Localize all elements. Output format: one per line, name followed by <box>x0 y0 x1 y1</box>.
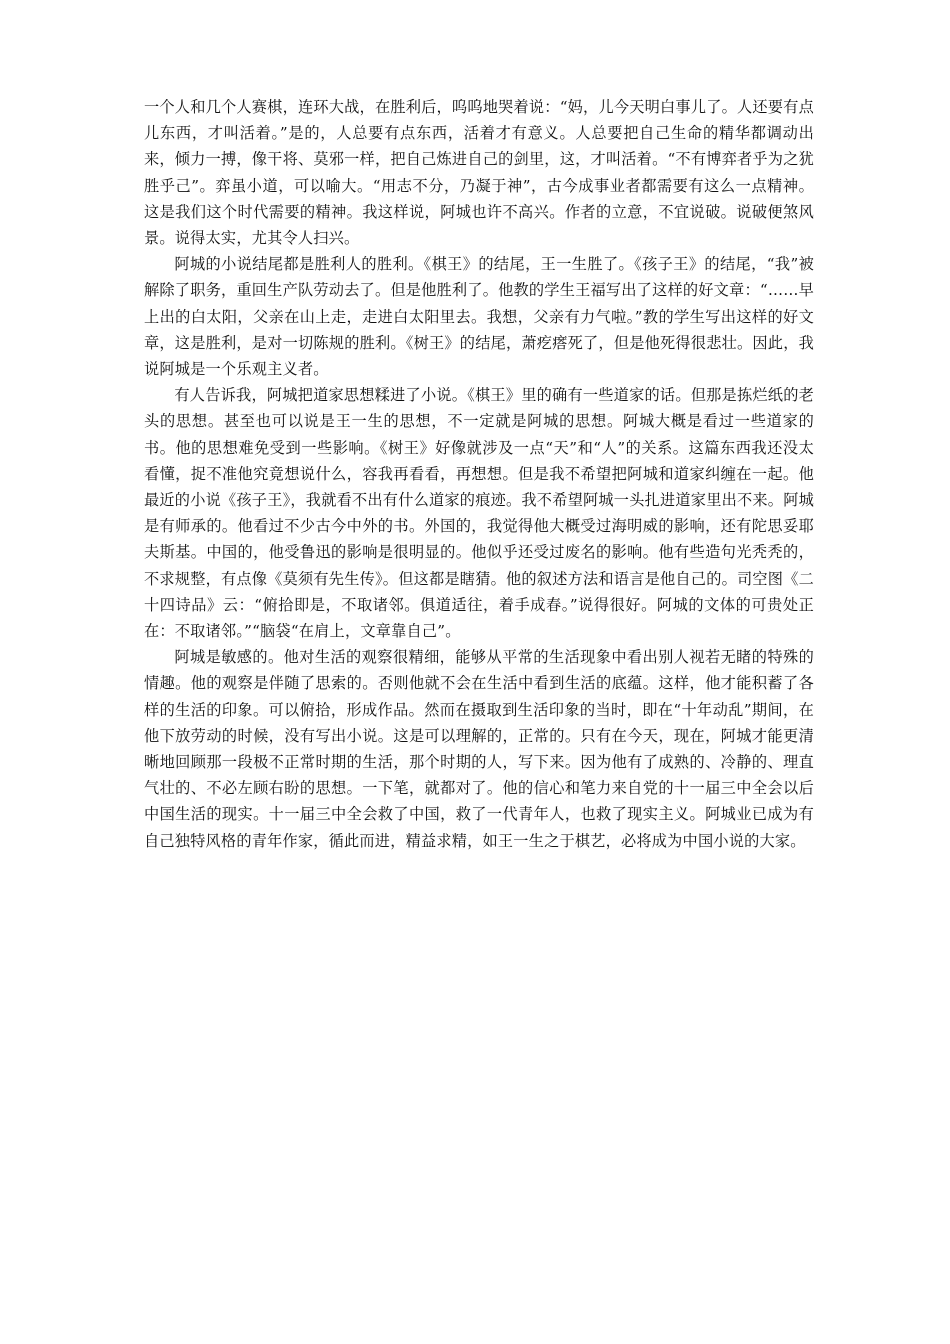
paragraph-4: 阿城是敏感的。他对生活的观察很精细，能够从平常的生活现象中看出别人视若无睹的特殊的情趣。他的观察是伴随了思索的。否则他就不会在生活中看到生活的底蕴。这样，他才能积蓄了各样的生活的印象。可以俯拾，形成作品。然而在摄取到生活印象的当时，即在“十年动乱”期间，在他下放劳动的时候，没有写出小说。这是可以理解的，正常的。只有在今天，现在，阿城才能更清晰地回顾那一段极不正常时期的生活，那个时期的人，写下来。因为他有了成熟的、冷静的、理直气壮的、不必左顾右盼的思想。一下笔，就都对了。他的信心和笔力来自党的十一届三中全会以后中国生活的现实。十一届三中全会救了中国，救了一代青年人，也救了现实主义。阿城业已成为有自己独特风格的青年作家，循此而进，精益求精，如王一生之于棋艺，必将成为中国小说的大家。 <box>144 648 814 850</box>
article-body <box>144 94 814 854</box>
paragraph-2: 阿城的小说结尾都是胜利人的胜利。《棋王》的结尾，王一生胜了。《孩子王》的结尾，“我”被解除了职务，重回生产队劳动去了。但是他胜利了。他教的学生王福写出了这样的好文章：“……早上出的白太阳，父亲在山上走，走进白太阳里去。我想，父亲有力气啦。”教的学生写出这样的好文章，这是胜利，是对一切陈规的胜利。《树王》的结尾，萧疙瘩死了，但是他死得很悲壮。因此，我说阿城是一个乐观主义者。 <box>144 255 814 379</box>
paragraph-1: 一个人和几个人赛棋，连环大战，在胜利后，呜呜地哭着说：“妈，儿今天明白事儿了。人还要有点儿东西，才叫活着。”是的，人总要有点东西，活着才有意义。人总要把自己生命的精华都调动出来，倾力一搏，像干将、莫邪一样，把自己炼进自己的剑里，这，才叫活着。“不有博弈者乎为之犹胜乎己”。弈虽小道，可以喻大。“用志不分，乃凝于神”，古今成事业者都需要有这么一点精神。这是我们这个时代需要的精神。我这样说，阿城也许不高兴。作者的立意，不宜说破。说破便煞风景。说得太实，尤其令人扫兴。 <box>144 98 814 248</box>
paragraph-3: 有人告诉我，阿城把道家思想糅进了小说。《棋王》里的确有一些道家的话。但那是拣烂纸的老头的思想。甚至也可以说是王一生的思想，不一定就是阿城的思想。阿城大概是看过一些道家的书。他的思想难免受到一些影响。《树王》好像就涉及一点“天”和“人”的关系。这篇东西我还没太看懂，捉不准他究竟想说什么，容我再看看，再想想。但是我不希望把阿城和道家纠缠在一起。他最近的小说《孩子王》，我就看不出有什么道家的痕迹。我不希望阿城一头扎进道家里出不来。阿城是有师承的。他看过不少古今中外的书。外国的，我觉得他大概受过海明威的影响，还有陀思妥耶夫斯基。中国的，他受鲁迅的影响是很明显的。他似乎还受过废名的影响。他有些造句光秃秃的，不求规整，有点像《莫须有先生传》。但这都是瞎猜。他的叙述方法和语言是他自己的。司空图《二十四诗品》云：“俯拾即是，不取诸邻。俱道适往，着手成春。”说得很好。阿城的文体的可贵处正在：不取诸邻。”“脑袋“在肩上，文章靠自己”。 <box>144 386 814 641</box>
